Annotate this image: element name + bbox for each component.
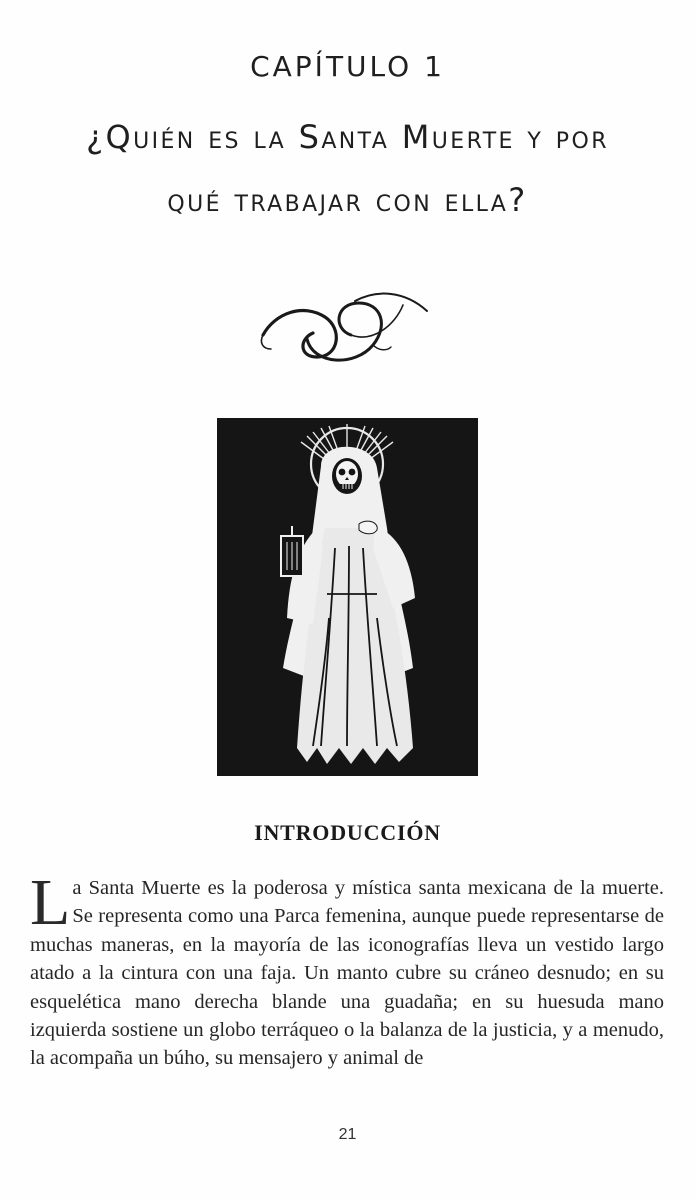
section-heading: INTRODUCCIÓN — [254, 820, 441, 845]
chapter-title: ¿Quién es la Santa Muerte y por qué trabajar con ella? — [86, 118, 609, 219]
intro-paragraph — [30, 866, 664, 1073]
page-number: 21 — [338, 1126, 357, 1143]
drop-cap: L — [30, 866, 71, 939]
paragraph-text: a Santa Muerte es la poderosa y mística santa mexicana de la muerte. Se representa como una Parca femenina, aunque puede representarse de muchas maneras, en la mayoría de las iconografías lleva un vestido largo atado a la cintura con una faja. Un manto cubre su cráneo desnudo; en su esquelética mano derecha blande una guadaña; en su huesuda mano izquierda sostiene un globo terráqueo o la balanza de la justicia, y a menudo, la acompaña un búho, su mensajero y animal de — [30, 877, 664, 1070]
chapter-label: CAPÍTULO 1 — [250, 50, 445, 83]
flourish-ornament-icon — [255, 285, 435, 370]
santa-muerte-figure-icon — [217, 418, 478, 776]
